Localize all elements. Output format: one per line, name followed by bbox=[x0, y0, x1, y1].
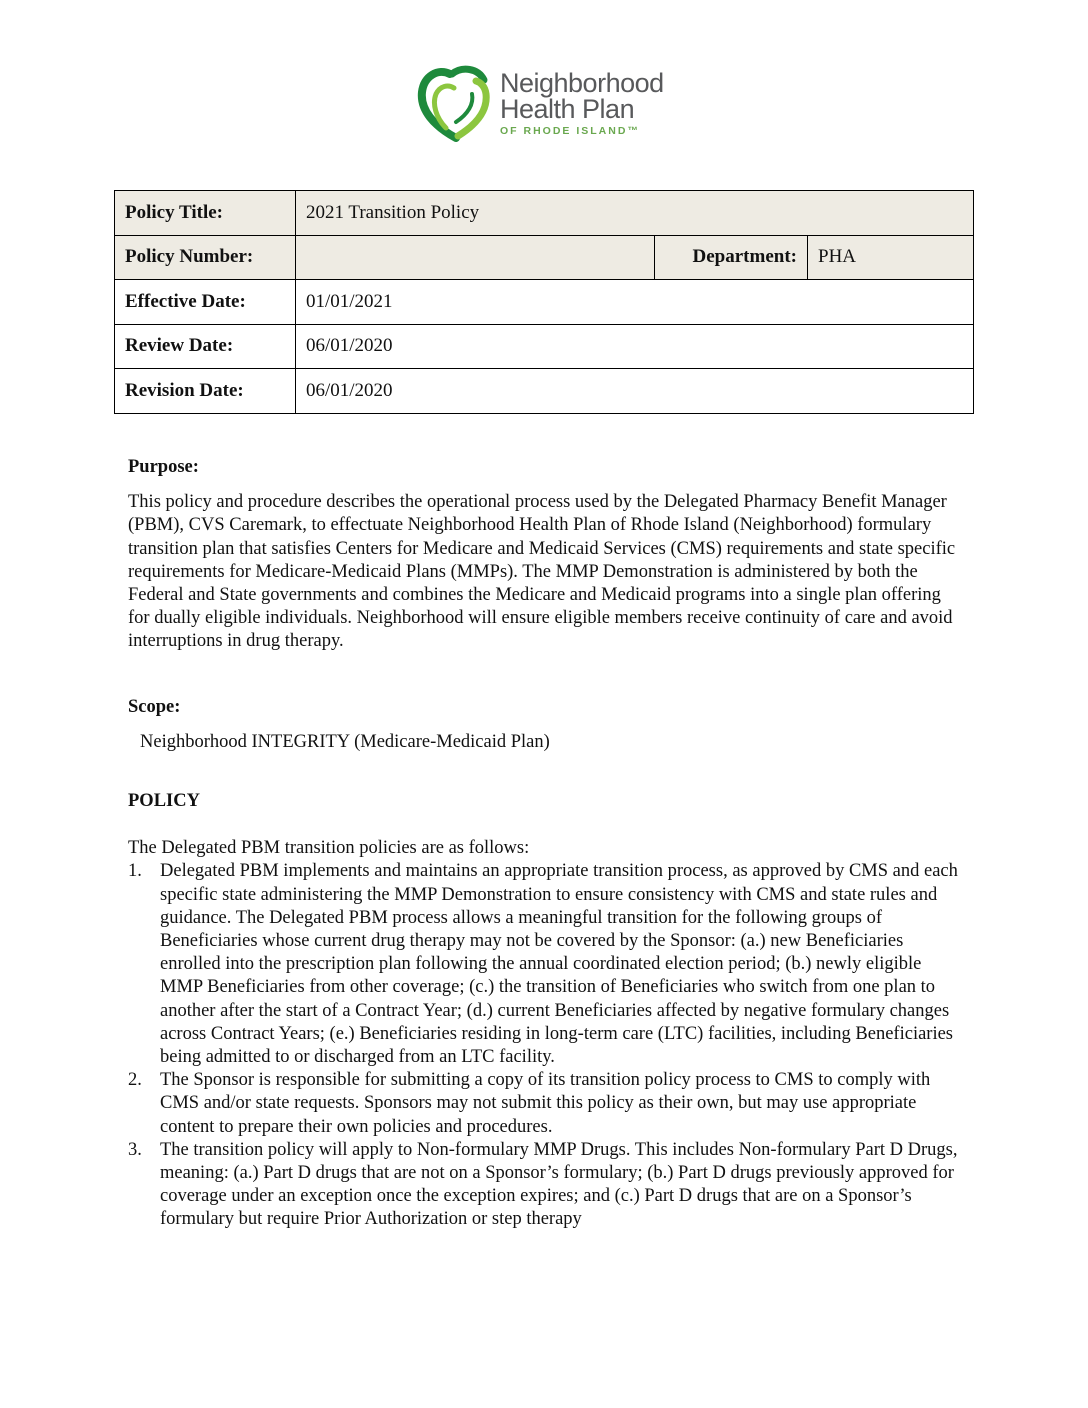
logo-line-2: Health Plan bbox=[500, 94, 635, 124]
purpose-heading: Purpose: bbox=[128, 457, 199, 477]
policy-intro: The Delegated PBM transition policies are as follows: bbox=[128, 838, 530, 859]
logo-line-3: OF RHODE ISLAND™ bbox=[500, 125, 640, 137]
policy-item-number: 1. bbox=[128, 861, 142, 882]
department-label: Department: bbox=[655, 235, 808, 280]
policy-list-item bbox=[128, 860, 958, 1069]
purpose-section bbox=[128, 456, 958, 654]
effective-date-row bbox=[115, 280, 974, 325]
scope-heading: Scope: bbox=[128, 697, 181, 717]
logo-line-1: Neighborhood bbox=[500, 68, 664, 98]
policy-section bbox=[128, 790, 958, 1232]
policy-number-row bbox=[115, 235, 974, 280]
logo-wordmark bbox=[500, 70, 664, 137]
policy-item-number: 2. bbox=[128, 1070, 142, 1091]
policy-title-value: 2021 Transition Policy bbox=[296, 191, 974, 236]
policy-heading: POLICY bbox=[128, 791, 200, 811]
policy-list-item bbox=[128, 1139, 958, 1232]
policy-item-text: The Sponsor is responsible for submitting a copy of its transition policy process to CMS to comply with CMS and/or state requests. Sponsors may not submit this policy as their own, but may use appropriate content to prepare their own policies and procedures. bbox=[160, 1070, 931, 1137]
scope-section bbox=[128, 696, 958, 754]
review-date-value: 06/01/2020 bbox=[296, 324, 974, 369]
effective-date-label: Effective Date: bbox=[115, 280, 296, 325]
review-date-row bbox=[115, 324, 974, 369]
policy-list-item bbox=[128, 1069, 958, 1139]
review-date-label: Review Date: bbox=[115, 324, 296, 369]
policy-number-label: Policy Number: bbox=[115, 235, 296, 280]
policy-number-value bbox=[296, 235, 655, 280]
scope-text: Neighborhood INTEGRITY (Medicare-Medicaid Plan) bbox=[140, 732, 550, 753]
policy-item-text: Delegated PBM implements and maintains an appropriate transition process, as approved by CMS and each specific state administering the MMP Demonstration to ensure consistency with CMS and state rules and guidance. The Delegated PBM process allows a meaningful transition for the following groups of Beneficiaries whose current drug therapy may not be covered by the Sponsor: (a.) new Beneficiaries enrolled into the prescription plan following the annual coordinated election period; (b.) newly eligible MMP Beneficiaries from other coverage; (c.) the transition of Beneficiaries who switch from one plan to another after the start of a Contract Year; (d.) current Beneficiaries affected by negative formulary changes across Contract Years; (e.) Beneficiaries residing in long-term care (LTC) facilities, including Beneficiaries being admitted to or discharged from an LTC facility. bbox=[160, 861, 958, 1068]
revision-date-label: Revision Date: bbox=[115, 369, 296, 414]
revision-date-value: 06/01/2020 bbox=[296, 369, 974, 414]
neighborhood-logo bbox=[416, 64, 686, 144]
policy-title-label: Policy Title: bbox=[115, 191, 296, 236]
department-value: PHA bbox=[808, 235, 974, 280]
purpose-text: This policy and procedure describes the operational process used by the Delegated Pharmacy Benefit Manager (PBM), CVS Caremark, to effectuate Neighborhood Health Plan of Rhode Island (Neighborhood) formulary transition plan that satisfies Centers for Medicare and Medicaid Services (CMS) requirements and state specific requirements for Medicare-Medicaid Plans (MMPs). The MMP Demonstration is administered by both the Federal and State governments and combines the Medicare and Medicaid programs into a single plan offering for dually eligible individuals. Neighborhood will ensure eligible members receive continuity of care and avoid interruptions in drug therapy. bbox=[128, 492, 956, 652]
policy-item-text: The transition policy will apply to Non-formulary MMP Drugs. This includes Non-formulary Part D Drugs, meaning: (a.) Part D drugs that are not on a Sponsor’s formulary; (b.) Part D drugs previously approved for coverage under an exception once the exception expires; and (c.) Part D drugs that are on a Sponsor’s formulary but require Prior Authorization or step therapy bbox=[160, 1139, 958, 1230]
heart-logo-icon bbox=[416, 64, 494, 144]
policy-list bbox=[128, 860, 958, 1231]
policy-item-number: 3. bbox=[128, 1139, 142, 1160]
policy-title-row bbox=[115, 191, 974, 236]
revision-date-row bbox=[115, 369, 974, 414]
policy-metadata-table bbox=[114, 190, 974, 414]
effective-date-value: 01/01/2021 bbox=[296, 280, 974, 325]
